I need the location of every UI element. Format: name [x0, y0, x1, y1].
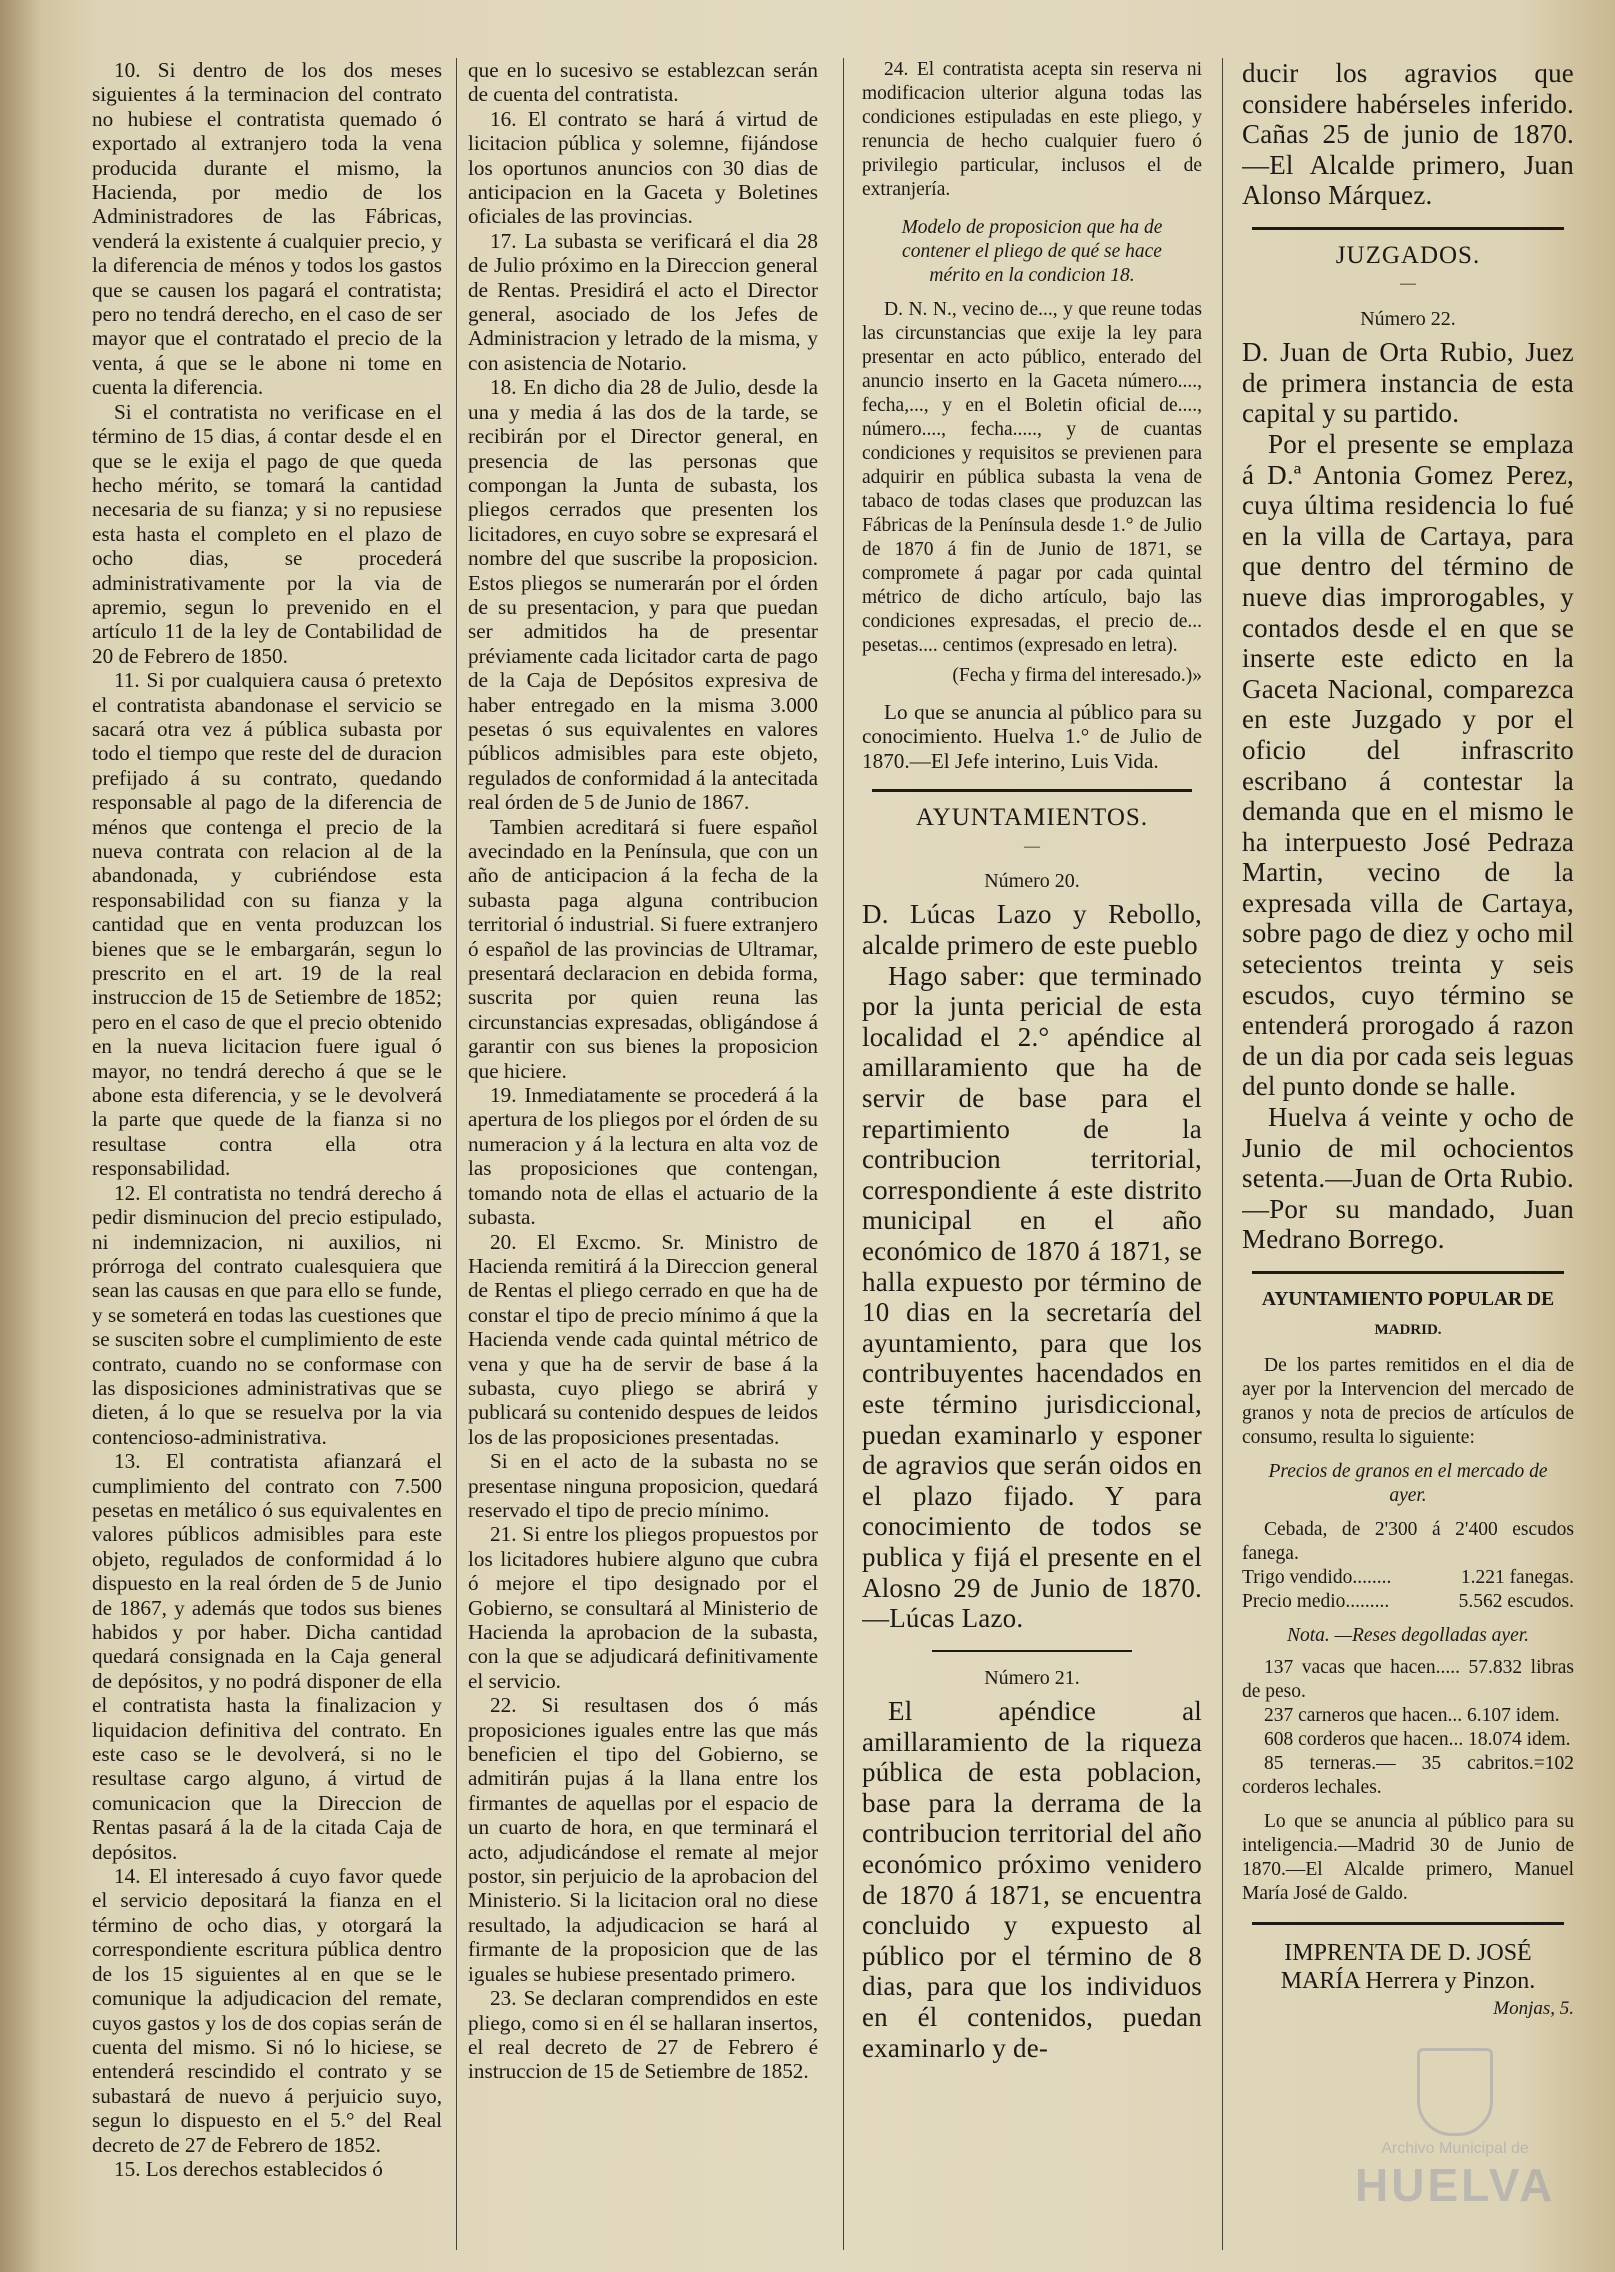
- notice-body: Hago saber: que terminado por la junta pericial de esta localidad el 2.° apéndice al amillaramiento que ha de servir de base para el repartimiento de la contribucion territorial, correspondiente á este distrito municipal en el año económico de 1870 á 1871, se halla expuesto por término de 10 dias en la secretaría del ayuntamiento, para que los contribuyentes hacendados en este término jurisdiccional, puedan examinarlo y esponer de agravios que serán oidos en el plazo fijado. Y para conocimiento de todos se publica y fijá el presente en el Alosno 29 de Junio de 1870.—Lúcas Lazo.: [862, 960, 1202, 1634]
- price-row-trigo: [1242, 1566, 1574, 1590]
- column-2: [468, 58, 818, 2242]
- notice-body: El apéndice al amillaramiento de la riqueza pública de esta poblacion, base para la derrama de la contribucion territorial del año económico próximo venidero de 1870 á 1871, se encuentra concluido y expuesto al público por el término de 8 dias, para que los individuos en él contenidos, puedan examinarlo y de-: [862, 1696, 1202, 2063]
- paragraph: 22. Si resultasen dos ó más proposiciones iguales entre las que más beneficien el tipo del Gobierno, se admitirán pujas á la llana entre los firmantes de aquellas por el espacio de un cuarto de hora, en que terminará el acto, adjudicándose el remate al mejor postor, sin perjuicio de la aprobacion del Ministerio. Si la licitacion oral no diese resultado, la adjudicacion se hará al firmante de la proposicion que de las iguales se hubiese presentado primero.: [468, 1693, 818, 1986]
- announcement: Lo que se anuncia al público para su conocimiento. Huelva 1.° de Julio de 1870.—El Jefe interino, Luis Vida.: [862, 700, 1202, 773]
- section-title-ayuntamientos: AYUNTAMIENTOS.: [915, 804, 1149, 832]
- paragraph: Lo que se anuncia al público para su inteligencia.—Madrid 30 de Junio de 1870.—El Alcalde primero, Manuel María José de Galdo.: [1242, 1811, 1574, 1905]
- livestock-line: 608 corderos que hacen... 18.074 idem.: [1264, 1729, 1571, 1751]
- notice-body: Por el presente se emplaza á D.ª Antonia Gomez Perez, cuya última residencia lo fué en la villa de Cartaya, para que dentro del término de nueve dias improrogables, y contados desde el en que se inserte este edicto en la Gaceta Nacional, comparezca en este Juzgado y por el oficio del infrascrito escribano á contestar la demanda que en el mismo le ha interpuesto José Pedraza Martin, vecino de la expresada villa de Cartaya, sobre pago de diez y ocho mil setecientos treinta y seis escudos, cuyo término se entenderá prorogado á razon de un dia por cada seis leguas del punto donde se halle.: [1242, 428, 1574, 1102]
- column-rule: [1222, 58, 1223, 2250]
- section-divider: [1252, 227, 1564, 230]
- paragraph: 24. El contratista acepta sin reserva ni modificacion ulterior alguna todas las condiciones estipuladas en este pliego, y renuncia de hecho cualquier fuero ó privilegio particular, inclusos el de extranjería.: [862, 59, 1202, 200]
- page-crease-shadow: [0, 0, 40, 2272]
- prices-title: Precios de granos en el mercado de ayer.: [1268, 1461, 1548, 1507]
- livestock-title: Nota. —Reses degolladas ayer.: [1286, 1625, 1530, 1647]
- column-4: [1242, 58, 1574, 2242]
- notice-heading: D. Lúcas Lazo y Rebollo, alcalde primero de este pueblo: [862, 899, 1202, 961]
- section-divider: [872, 789, 1192, 792]
- livestock-line: 237 carneros que hacen... 6.107 idem.: [1264, 1705, 1560, 1727]
- column-rule: [843, 58, 844, 2250]
- watermark-line: Archivo Municipal de: [1381, 2140, 1529, 2157]
- notice-divider: [932, 1650, 1132, 1652]
- archive-watermark: [1355, 2048, 1555, 2212]
- section-title-juzgados: JUZGADOS.: [1335, 241, 1481, 269]
- livestock-line: 85 terneras.— 35 cabritos.=102 corderos lechales.: [1242, 1753, 1574, 1799]
- price-value: 5.562 escudos.: [1458, 1591, 1574, 1613]
- paragraph: 20. El Excmo. Sr. Ministro de Hacienda remitirá á la Direccion general de Rentas el pliego cerrado en que ha de constar el tipo de precio mínimo á que la Hacienda vende cada quintal métrico de vena y que ha de servir de base á la subasta, cuyo pliego se abrirá y publicará su contenido despues de leidos los de las proposiciones presentadas.: [468, 1229, 818, 1449]
- section-divider: [1252, 1922, 1564, 1925]
- price-value: 1.221 fanegas.: [1460, 1567, 1574, 1589]
- livestock-line: 137 vacas que hacen..... 57.832 libras de peso.: [1242, 1657, 1574, 1703]
- section-divider: [1252, 1271, 1564, 1274]
- paragraph: 12. El contratista no tendrá derecho á pedir disminucion del precio estipulado, ni indemnizacion, ni auxilios, ni prórroga del contrato cualesquiera que sean las causas en que para ello se funde, y se someterá en todas las cuestiones que se susciten sobre el cumplimiento de este contrato, cuando no se conformase con las disposiciones administrativas que se dieten, á lo que se resuelva por la via contencioso-administrativa.: [92, 1180, 442, 1449]
- notice-heading: D. Juan de Orta Rubio, Juez de primera instancia de esta capital y su partido.: [1242, 337, 1574, 429]
- modelo-body: D. N. N., vecino de..., y que reune todas las circunstancias que exije la ley para presentar en acto público, enterado del anuncio inserto en la Gaceta número...., fecha,..., y en el Boletin oficial de...., número...., fecha....., y de cuantas condiciones y requisitos se previenen para adquirir en pública subasta la vena de tabaco de todas clases que produzcan las Fábricas de la Península desde 1.° de Julio de 1870 á fin de Junio de 1871, se compromete á pagar por cada quintal métrico de dicho artículo, bajo las condiciones expresadas, el precio de... pesetas.... centimos (expresado en letra).: [862, 299, 1202, 656]
- section-subtitle-madrid: MADRID.: [1374, 1322, 1442, 1338]
- paragraph: Si en el acto de la subasta no se presentase ninguna proposicion, quedará reservado el tipo de precio mínimo.: [468, 1449, 818, 1522]
- paragraph: De los partes remitidos en el dia de ayer por la Intervencion del mercado de granos y nota de precios de artículos de consumo, resulta lo siguiente:: [1242, 1355, 1574, 1449]
- printer-address: Monjas, 5.: [1493, 1998, 1574, 2020]
- watermark-line: HUELVA: [1355, 2159, 1556, 2211]
- notice-body: ducir los agravios que considere habérseles inferido. Cañas 25 de junio de 1870. —El Alcalde primero, Juan Alonso Márquez.: [1242, 58, 1574, 211]
- paragraph: 23. Se declaran comprendidos en este pliego, como si en él se hallaran insertos, el real decreto de 27 de Febrero é instruccion de 15 de Setiembre de 1852.: [468, 1986, 818, 2084]
- notice-body: Huelva á veinte y ocho de Junio de mil ochocientos setenta.—Juan de Orta Rubio. —Por su mandado, Juan Medrano Borrego.: [1242, 1102, 1574, 1255]
- title-dash: —: [1400, 275, 1416, 293]
- notice-number: Número 22.: [1360, 307, 1456, 330]
- paragraph: 11. Si por cualquiera causa ó pretexto el contratista abandonase el servicio se sacará otra vez á pública subasta por todo el tiempo que reste del de duracion prefijado á su contrato, quedando responsable al pago de la diferencia de ménos que contenga el precio de la nueva contrata con relacion al de la abandonada, y cubriéndose esta responsabilidad con su fianza y la cantidad que en venta produzcan los bienes que se le embargarán, segun lo prescrito en el art. 19 de la real instruccion de 15 de Setiembre de 1852; pero en el caso de que el precio obtenido en la nueva licitacion fuere igual ó mayor, no tendrá derecho á que se le abone esta diferencia, y se le devolverá la parte que quede de la fianza si no resultase contra ella otra responsabilidad.: [92, 668, 442, 1181]
- paragraph: que en lo sucesivo se establezcan serán de cuenta del contratista.: [468, 58, 818, 107]
- column-1: [92, 58, 442, 2242]
- paragraph: 14. El interesado á cuyo favor quede el servicio depositará la fianza en el término de ocho dias, y otorgará la correspondiente escritura pública dentro de los 15 siguientes al en que se le comunique la adjudicacion del remate, cuyos gastos y los de dos copias serán de cuenta del mismo. Si nó lo hiciese, se entenderá rescindido el contrato y se subastará de nuevo á perjuicio suyo, segun lo dispuesto en el 5.° del Real decreto de 27 de Febrero de 1852.: [92, 1864, 442, 2157]
- modelo-title: Modelo de proposicion que ha de contener el pliego de qué se hace mérito en la condicion 18.: [901, 217, 1163, 286]
- modelo-signature: (Fecha y firma del interesado.)»: [952, 665, 1202, 686]
- column-3: [862, 58, 1202, 2242]
- printer-imprint: IMPRENTA DE D. JOSÉ MARÍA Herrera y Pinzon.: [1280, 1940, 1536, 1995]
- paragraph: 17. La subasta se verificará el dia 28 de Julio próximo en la Direccion general de Rentas. Presidirá el acto el Director general, asociado de los Jefes de Administracion y letrado de la misma, y con asistencia de Notario.: [468, 228, 818, 375]
- price-line: Cebada, de 2'300 á 2'400 escudos fanega.: [1242, 1519, 1574, 1565]
- section-title-ayuntamiento-madrid: AYUNTAMIENTO POPULAR DE: [1261, 1289, 1555, 1310]
- notice-number: Número 21.: [984, 1666, 1080, 1689]
- paragraph: 13. El contratista afianzará el cumplimiento del contrato con 7.500 pesetas en metálico ó sus equivalentes en valores públicos admisibles para este objeto, regulados de conformidad á lo dispuesto en la real órden de 5 de Junio de 1867, y además que todos sus bienes habidos y por haber. Dicha cantidad quedará consignada en la Caja general de depósitos, y no podrá disponer de ella el contratista hasta la finalizacion y liquidacion definitiva del contrato. En este caso se le devolverá, si no le resultase cargo alguno, á virtud de comunicacion que la Direccion de Rentas pasará á la de la citada Caja de depósitos.: [92, 1449, 442, 1864]
- price-row-precio: [1242, 1590, 1574, 1614]
- paragraph: 18. En dicho dia 28 de Julio, desde la una y media á las dos de la tarde, se recibirán por el Director general, en presencia de las personas que compongan la Junta de subasta, los pliegos cerrados que presenten los licitadores, en cuyo sobre se expresará el nombre del que suscribe la proposicion. Estos pliegos se numerarán por el órden de su presentacion, y para que puedan ser admitidos ha de presentar préviamente cada licitador carta de pago de la Caja de Depósitos expresiva de haber entregado en la misma 3.000 pesetas ó sus equivalentes en valores públicos admisibles para este objeto, regulados de conformidad á la antecitada real órden de 5 de Junio de 1867.: [468, 375, 818, 815]
- shield-emblem-icon: [1417, 2048, 1493, 2136]
- paragraph: 21. Si entre los pliegos propuestos por los licitadores hubiere alguno que cubra ó mejore el tipo designado por el Gobierno, se consultará al Ministerio de Hacienda la aprobacion de la subasta, con la que se adjudicará definitivamente el servicio.: [468, 1522, 818, 1693]
- paragraph: 10. Si dentro de los dos meses siguientes á la terminacion del contrato no hubiese el contratista quemado ó exportado al extranjero toda la vena producida durante el mismo, la Hacienda, por medio de los Administradores de las Fábricas, venderá la existente á cualquier precio, y la diferencia de ménos y todos los gastos que se causen los pagará el contratista; pero no tendrá derecho, en el caso de ser mayor que el contratado el precio de la venta, á que se le abone ni tome en cuenta la diferencia.: [92, 58, 442, 400]
- paragraph: Si el contratista no verificase en el término de 15 dias, á contar desde el en que se le exija el pago de que queda hecho mérito, se tomará la cantidad necesaria de su fianza; y si no repusiese esta hasta el completo en el plazo de ocho dias, se procederá administrativamente por la via de apremio, segun lo prevenido en el artículo 11 de la ley de Contabilidad de 20 de Febrero de 1850.: [92, 399, 442, 668]
- price-label: Trigo vendido........: [1242, 1567, 1392, 1589]
- title-dash: —: [1024, 837, 1040, 855]
- price-label: Precio medio.........: [1242, 1591, 1390, 1613]
- paragraph: 19. Inmediatamente se procederá á la apertura de los pliegos por el órden de su numeracion y á la lectura en alta voz de las proposiciones que contengan, tomando nota de ellas el actuario de la subasta.: [468, 1083, 818, 1230]
- paragraph: Tambien acreditará si fuere español avecindado en la Península, que con un año de anticipacion á la fecha de la subasta paga alguna contribucion territorial ó industrial. Si fuere extranjero ó español de las provincias de Ultramar, presentará declaracion en debida forma, suscrita por quien reuna las circunstancias expresadas, obligándose á garantir con sus bienes la proposicion que hiciere.: [468, 814, 818, 1083]
- paragraph: 15. Los derechos establecidos ó: [114, 2156, 383, 2181]
- paragraph: 16. El contrato se hará á virtud de licitacion pública y solemne, fijándose los oportunos anuncios con 30 dias de anticipacion en la Gaceta y Boletines oficiales de las provincias.: [468, 106, 818, 229]
- column-rule: [456, 58, 457, 2250]
- notice-number: Número 20.: [984, 870, 1080, 893]
